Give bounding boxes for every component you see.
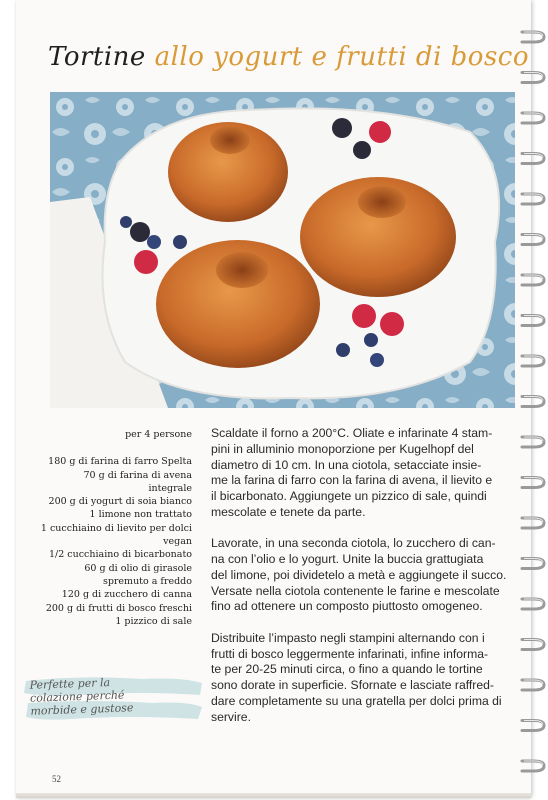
tip-line: Perfette per la	[29, 675, 111, 692]
method-line: mescolate e tenete da parte.	[211, 504, 366, 519]
recipe-title	[48, 42, 530, 88]
method-line: Versate nella ciotola contenente le farine e mescolate	[211, 583, 500, 598]
cake	[300, 177, 456, 297]
page-stack-edge	[16, 793, 531, 798]
ingredient-line: 1/2 cucchiaino di bicarbonato	[48, 549, 192, 561]
title-accent: allo yogurt e frutti di bosco	[154, 42, 530, 72]
method-paragraph-2	[211, 536, 513, 615]
binding-ring	[522, 275, 544, 285]
method-paragraph-1	[211, 426, 513, 521]
method-line: frutti di bosco leggermente infarinati, infine informa-	[211, 646, 489, 661]
method-line: Distribuite l’impasto negli stampini alternando con i	[211, 630, 485, 645]
ingredient-line: vegan	[163, 536, 192, 548]
tip-line: morbide e gustose	[30, 701, 134, 718]
binding-ring	[522, 559, 544, 569]
binding-ring	[522, 721, 544, 731]
binding-ring	[522, 397, 544, 407]
ingredient-line: 1 cucchiaino di lievito per dolci	[40, 522, 192, 534]
binding-ring	[522, 599, 544, 609]
binding-ring	[522, 518, 544, 528]
cake	[168, 122, 288, 222]
cakes-illustration	[50, 92, 515, 408]
ingredient-line: 1 limone non trattato	[89, 509, 192, 521]
method-line: il bicarbonato. Aggiungete un pizzico di sale, quindi	[211, 489, 487, 504]
binding-ring	[522, 235, 544, 245]
recipe-photo	[50, 92, 515, 408]
binding-ring	[522, 113, 544, 123]
method-line: te per 20-25 minuti circa, o fino a quando le tortine	[211, 662, 483, 677]
method-line: fino ad ottenere un composto piuttosto omogeneo.	[211, 599, 483, 614]
binding-ring	[522, 316, 544, 326]
spiral-binding	[520, 0, 548, 800]
page-number: 52	[52, 774, 61, 784]
tip-note	[29, 673, 190, 718]
method-line: Lavorate, in una seconda ciotola, lo zucchero di can-	[211, 536, 496, 551]
cake	[156, 240, 320, 368]
binding-ring	[522, 680, 544, 690]
title-main: Tortine	[48, 42, 146, 72]
binding-ring	[522, 32, 544, 42]
binding-ring	[522, 640, 544, 650]
ingredient-line: 180 g di farina di farro Spelta	[48, 456, 192, 468]
binding-ring	[522, 194, 544, 204]
method-line: dare completamente su una gratella per dolci prima di	[211, 693, 502, 708]
method-text	[211, 426, 513, 741]
ingredient-line: 200 g di frutti di bosco freschi	[45, 602, 192, 614]
binding-ring	[522, 73, 544, 83]
method-line: Scaldate il forno a 200°C. Oliate e infarinate 4 stam-	[211, 426, 493, 440]
ingredient-line: 60 g di olio di girasole	[84, 562, 192, 574]
tip-line: colazione perché	[29, 688, 125, 705]
method-line: pini in alluminio monoporzione per Kugelhopf del	[211, 441, 474, 456]
method-paragraph-3	[211, 631, 513, 726]
ingredient-line: 1 pizzico di sale	[115, 615, 192, 627]
method-line: diametro di 10 cm. In una ciotola, setacciate insie-	[211, 457, 482, 472]
binding-ring	[522, 478, 544, 488]
method-line: sono dorate in superficie. Sfornate e lasciate raffred-	[211, 678, 494, 693]
method-line: na con l’olio e lo yogurt. Unite la buccia grattugiata	[211, 552, 484, 567]
method-line: me la farina di farro con la farina di avena, il lievito e	[211, 473, 493, 488]
ingredient-line: 200 g di yogurt di soia bianco	[48, 496, 192, 508]
binding-ring	[522, 437, 544, 447]
binding-ring	[522, 761, 544, 771]
servings: per 4 persone	[125, 429, 192, 440]
ingredients-list	[40, 428, 192, 628]
ingredient-line: integrale	[148, 482, 192, 494]
ingredient-line: 120 g di zucchero di canna	[61, 589, 192, 601]
binding-ring	[522, 356, 544, 366]
ingredient-line: 70 g di farina di avena	[83, 469, 192, 481]
ingredient-line: spremuto a freddo	[102, 575, 192, 587]
method-line: del limone, poi dividetelo a metà e aggiungete il succo.	[211, 567, 507, 582]
binding-ring	[522, 154, 544, 164]
method-line: servire.	[211, 709, 251, 724]
